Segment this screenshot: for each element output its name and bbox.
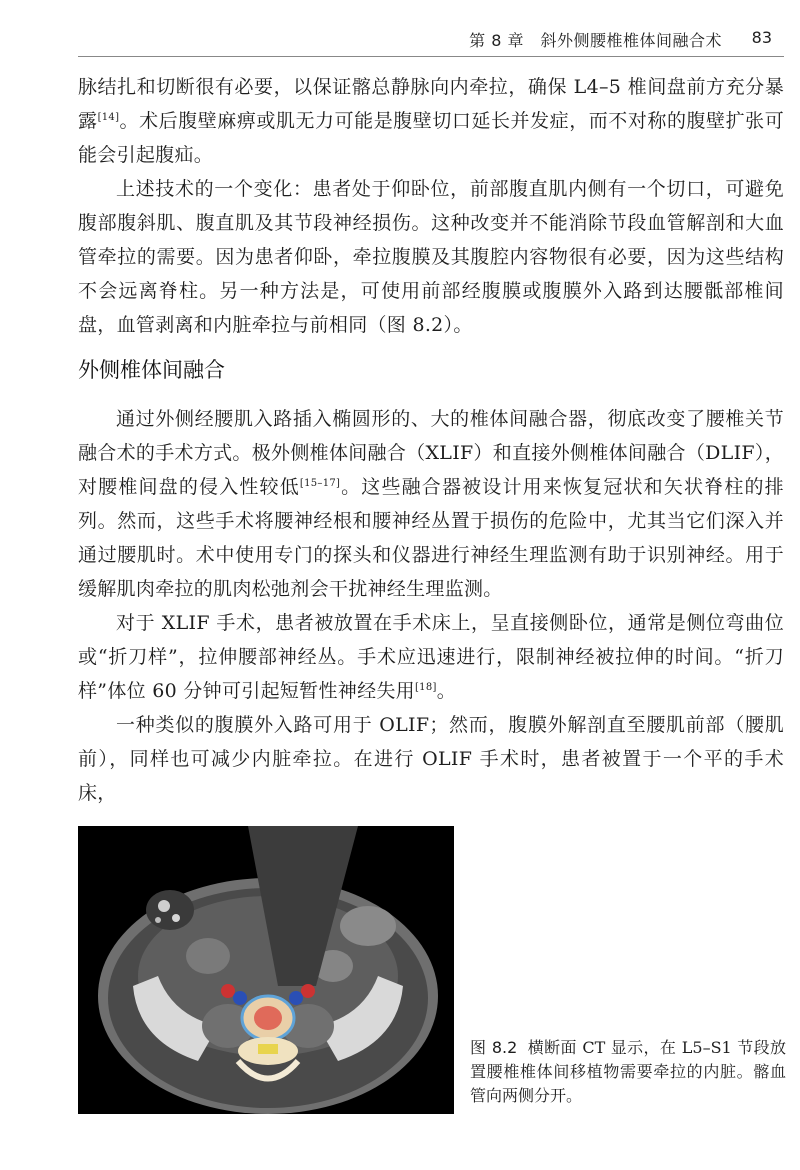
section-heading: 外侧椎体间融合 bbox=[78, 358, 225, 382]
paragraph-4-text: 对于 XLIF 手术，患者被放置在手术床上，呈直接侧卧位，通常是侧位弯曲位或“折刀样”，拉伸腰部神经丛。手术应迅速进行，限制神经被拉伸的时间。“折刀样”体位 60 分钟可引起短暂性神经失用 bbox=[78, 612, 784, 702]
paragraph-1-text: 脉结扎和切断很有必要，以保证髂总静脉向内牵拉，确保 L4–5 椎间盘前方充分暴露 bbox=[78, 76, 784, 132]
figure-caption bbox=[470, 1036, 786, 1108]
running-header bbox=[0, 26, 800, 56]
paragraph-3-text-after: 。这些融合器被设计用来恢复冠状和矢状脊柱的排列。然而，这些手术将腰神经根和腰神经丛置于损伤的危险中，尤其当它们深入并通过腰肌时。术中使用专门的探头和仪器进行神经生理监测有助于识别神经。用于缓解肌肉牵拉的肌肉松弛剂会干扰神经生理监测。 bbox=[78, 476, 784, 600]
paragraph-4-text-after: 。 bbox=[436, 680, 457, 702]
paragraph-3 bbox=[78, 402, 784, 606]
body-text bbox=[78, 70, 784, 810]
paragraph-3-text: 通过外侧经腰肌入路插入椭圆形的、大的椎体间融合器，彻底改变了腰椎关节融合术的手术方式。极外侧椎体间融合（XLIF）和直接外侧椎体间融合（DLIF），对腰椎间盘的侵入性较低 bbox=[78, 408, 784, 498]
citation-15-17: [15–17] bbox=[299, 478, 341, 489]
paragraph-1 bbox=[78, 70, 784, 172]
header-rule bbox=[78, 56, 784, 57]
chapter-title: 第 8 章 斜外侧腰椎椎体间融合术 bbox=[469, 31, 722, 50]
ct-scan-figure bbox=[78, 826, 454, 1114]
figure-caption-text: 横断面 CT 显示，在 L5–S1 节段放置腰椎椎体间移植物需要牵拉的内脏。髂血管向两侧分开。 bbox=[470, 1038, 786, 1105]
citation-14: [14] bbox=[97, 112, 120, 123]
paragraph-2: 上述技术的一个变化：患者处于仰卧位，前部腹直肌内侧有一个切口，可避免腹部腹斜肌、腹直肌及其节段神经损伤。这种改变并不能消除节段血管解剖和大血管牵拉的需要。因为患者仰卧，牵拉腹膜及其腹腔内容物很有必要，因为这些结构不会远离脊柱。另一种方法是，可使用前部经腹膜或腹膜外入路到达腰骶部椎间盘，血管剥离和内脏牵拉与前相同（图 8.2）。 bbox=[78, 178, 784, 336]
paragraph-4 bbox=[78, 606, 784, 708]
ct-scan-image bbox=[78, 826, 454, 1114]
paragraph-1-text-after: 。术后腹壁麻痹或肌无力可能是腹壁切口延长并发症，而不对称的腹壁扩张可能会引起腹疝。 bbox=[78, 110, 784, 166]
figure-label: 图 8.2 bbox=[470, 1038, 518, 1057]
citation-18: [18] bbox=[414, 682, 437, 693]
page-number: 83 bbox=[751, 28, 772, 47]
paragraph-5: 一种类似的腹膜外入路可用于 OLIF；然而，腹膜外解剖直至腰肌前部（腰肌前），同样也可减少内脏牵拉。在进行 OLIF 手术时，患者被置于一个平的手术床， bbox=[78, 714, 784, 804]
